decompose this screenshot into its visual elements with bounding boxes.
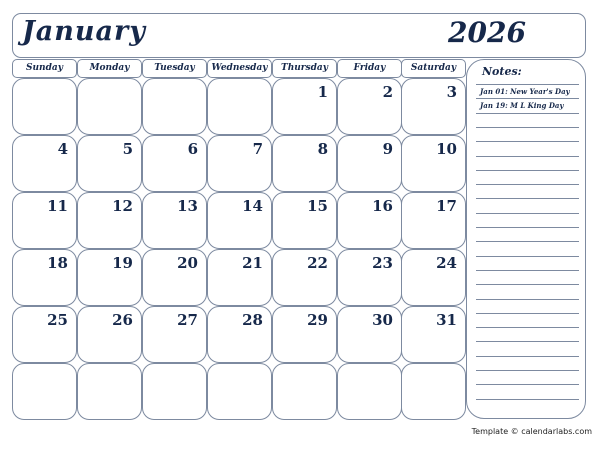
day-number: 19 [112,254,133,272]
day-cell[interactable] [272,363,337,420]
note-line [476,341,579,342]
note-line [476,370,579,371]
note-line [476,299,579,300]
note-item: Jan 19: M L King Day [480,101,564,110]
day-number: 17 [436,197,457,215]
day-number: 29 [307,311,328,329]
day-cell[interactable] [142,78,207,135]
day-number: 18 [47,254,68,272]
note-line [476,84,579,85]
day-cell[interactable] [12,363,77,420]
day-cell[interactable] [12,78,77,135]
day-cell[interactable] [207,249,272,306]
day-cell[interactable] [142,249,207,306]
note-line [476,284,579,285]
weekday-header: Wednesday [207,59,272,78]
day-cell[interactable] [207,306,272,363]
day-number: 12 [112,197,133,215]
day-number: 23 [372,254,393,272]
day-number: 7 [252,140,263,158]
day-cell[interactable] [12,249,77,306]
day-cell[interactable] [77,363,142,420]
day-cell[interactable] [401,306,466,363]
note-line [476,113,579,114]
note-line [476,98,579,99]
day-number: 9 [382,140,393,158]
day-cell[interactable] [272,135,337,192]
note-line [476,384,579,385]
day-cell[interactable] [207,135,272,192]
day-cell[interactable] [77,78,142,135]
day-number: 1 [317,83,328,101]
note-line [476,213,579,214]
note-line [476,270,579,271]
month-title: January [22,16,146,47]
note-line [476,256,579,257]
day-cell[interactable] [401,135,466,192]
day-number: 2 [382,83,393,101]
note-line [476,127,579,128]
day-cell[interactable] [207,192,272,249]
weekday-header: Thursday [272,59,337,78]
day-number: 31 [436,311,457,329]
note-line [476,327,579,328]
day-cell[interactable] [12,192,77,249]
day-cell[interactable] [142,363,207,420]
day-number: 13 [177,197,198,215]
day-cell[interactable] [337,249,402,306]
day-number: 3 [446,83,457,101]
weekday-header: Saturday [401,59,466,78]
day-number: 15 [307,197,328,215]
day-cell[interactable] [142,192,207,249]
day-number: 30 [372,311,393,329]
day-cell[interactable] [272,192,337,249]
day-number: 28 [242,311,263,329]
day-cell[interactable] [12,135,77,192]
day-cell[interactable] [401,78,466,135]
day-cell[interactable] [337,192,402,249]
note-line [476,198,579,199]
day-cell[interactable] [207,363,272,420]
note-line [476,241,579,242]
day-cell[interactable] [272,306,337,363]
day-cell[interactable] [337,363,402,420]
day-number: 11 [47,197,68,215]
day-cell[interactable] [77,135,142,192]
day-number: 6 [187,140,198,158]
day-cell[interactable] [272,78,337,135]
note-line [476,356,579,357]
day-number: 4 [57,140,68,158]
note-line [476,141,579,142]
note-line [476,227,579,228]
day-cell[interactable] [12,306,77,363]
day-number: 10 [436,140,457,158]
day-cell[interactable] [77,192,142,249]
weekday-header: Friday [337,59,402,78]
notes-title: Notes: [482,65,522,78]
weekday-header: Tuesday [142,59,207,78]
day-number: 21 [242,254,263,272]
day-number: 16 [372,197,393,215]
note-line [476,313,579,314]
day-cell[interactable] [337,78,402,135]
note-line [476,399,579,400]
day-cell[interactable] [337,306,402,363]
note-line [476,170,579,171]
year-title: 2026 [448,16,526,49]
day-number: 20 [177,254,198,272]
day-cell[interactable] [142,306,207,363]
day-number: 22 [307,254,328,272]
day-number: 5 [122,140,133,158]
day-cell[interactable] [337,135,402,192]
day-cell[interactable] [77,306,142,363]
weekday-header: Monday [77,59,142,78]
day-cell[interactable] [272,249,337,306]
day-number: 14 [242,197,263,215]
weekday-header: Sunday [12,59,77,78]
footer-credit: Template © calendarlabs.com [471,427,592,436]
day-cell[interactable] [401,363,466,420]
day-number: 8 [317,140,328,158]
day-cell[interactable] [77,249,142,306]
day-number: 25 [47,311,68,329]
day-number: 26 [112,311,133,329]
note-line [476,156,579,157]
day-cell[interactable] [142,135,207,192]
day-cell[interactable] [401,192,466,249]
day-number: 24 [436,254,457,272]
note-line [476,184,579,185]
note-item: Jan 01: New Year's Day [480,87,570,96]
day-number: 27 [177,311,198,329]
day-cell[interactable] [401,249,466,306]
day-cell[interactable] [207,78,272,135]
